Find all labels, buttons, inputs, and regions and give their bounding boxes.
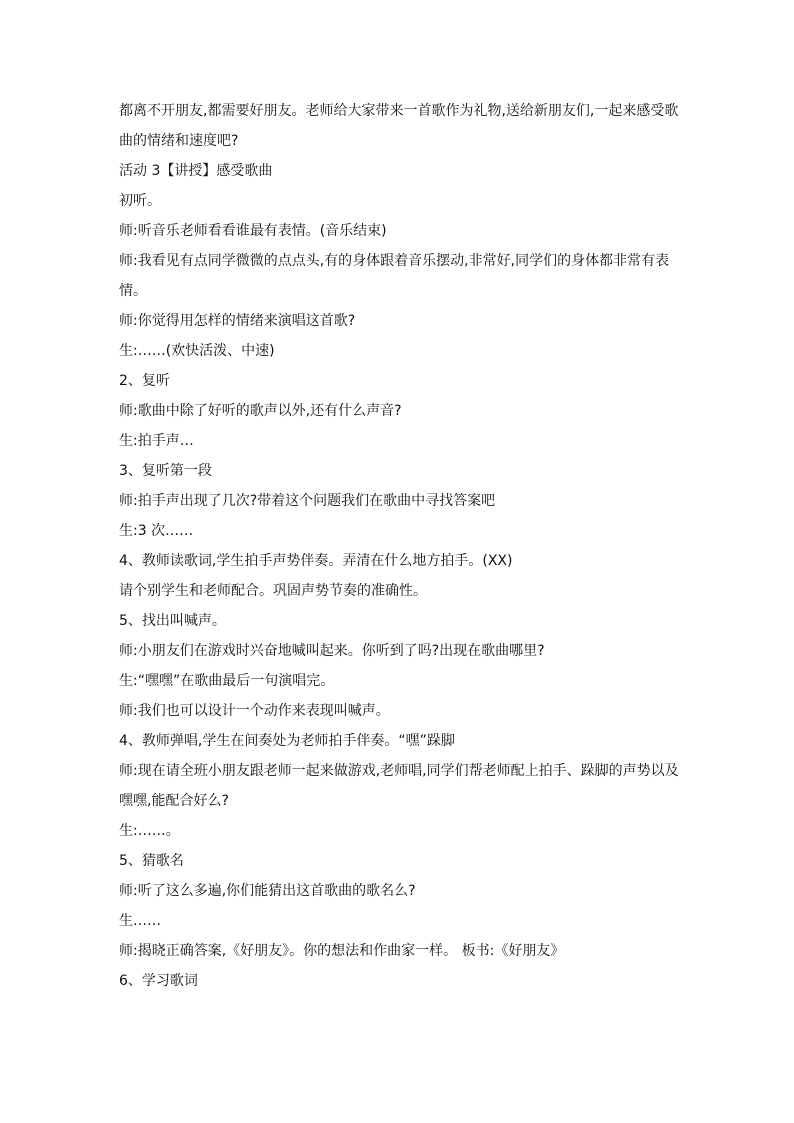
text-line: 师:你觉得用怎样的情绪来演唱这首歌? — [119, 313, 356, 329]
step-heading: 5、找出叫喊声。 — [119, 613, 226, 629]
text-line: 嘿嘿,能配合好么? — [119, 793, 229, 809]
text-line: 师:小朋友们在游戏时兴奋地喊叫起来。你听到了吗?出现在歌曲哪里? — [119, 643, 545, 659]
text-line: 师:听了这么多遍,你们能猜出这首歌曲的歌名么? — [119, 883, 416, 899]
section-heading: 活动 3【讲授】感受歌曲 — [119, 163, 273, 179]
text-line: 生…… — [119, 913, 161, 929]
text-line: 师:现在请全班小朋友跟老师一起来做游戏,老师唱,同学们帮老师配上拍手、跺脚的声势以及 — [119, 763, 679, 779]
text-line: 生:“嘿嘿”在歌曲最后一句演唱完。 — [119, 673, 335, 689]
text-line: 生:……。 — [119, 823, 180, 839]
step-heading: 2、复听 — [119, 373, 170, 389]
text-line: 师:歌曲中除了好听的歌声以外,还有什么声音? — [119, 403, 402, 419]
text-line: 师:揭晓正确答案,《好朋友》。你的想法和作曲家一样。 板书:《好朋友》 — [119, 943, 565, 959]
step-heading: 4、教师读歌词,学生拍手声势伴奏。弄清在什么地方拍手。(XX) — [119, 553, 513, 569]
text-line: 师:我们也可以设计一个动作来表现叫喊声。 — [119, 703, 390, 719]
step-heading: 4、教师弹唱,学生在间奏处为老师拍手伴奏。“嘿”跺脚 — [119, 733, 455, 749]
text-line: 曲的情绪和速度吧? — [119, 133, 239, 149]
text-line: 请个别学生和老师配合。巩固声势节奏的准确性。 — [119, 583, 427, 599]
text-line: 生:拍手声… — [119, 433, 194, 449]
text-line: 师:拍手声出现了几次?带着这个问题我们在歌曲中寻找答案吧 — [119, 493, 496, 509]
text-line: 情。 — [119, 283, 147, 299]
text-line: 生:3 次…… — [119, 523, 194, 539]
text-line: 生:……(欢快活泼、中速) — [119, 343, 275, 359]
text-line: 师:我看见有点同学微微的点点头,有的身体跟着音乐摆动,非常好,同学们的身体都非常有表 — [119, 253, 670, 269]
step-heading: 5、猜歌名 — [119, 853, 184, 869]
step-heading: 6、学习歌词 — [119, 973, 198, 989]
text-line: 初听。 — [119, 193, 161, 209]
document-body — [119, 103, 684, 1003]
step-heading: 3、复听第一段 — [119, 463, 212, 479]
text-line: 师:听音乐老师看看谁最有表情。(音乐结束) — [119, 223, 387, 239]
text-line: 都离不开朋友,都需要好朋友。老师给大家带来一首歌作为礼物,送给新朋友们,一起来感受歌 — [119, 103, 679, 119]
